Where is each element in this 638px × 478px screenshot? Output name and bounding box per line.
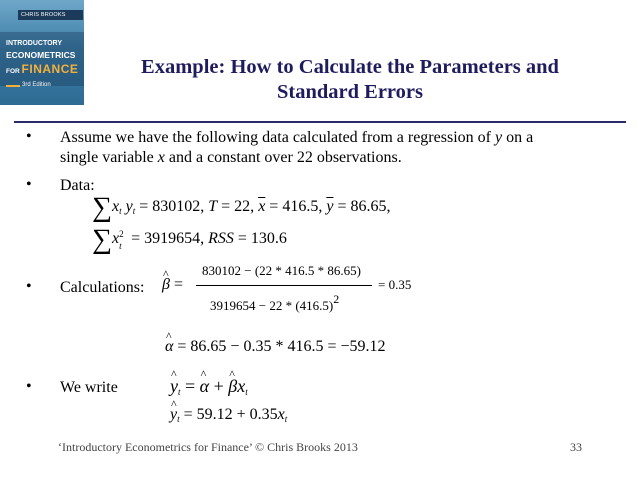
fraction-bar <box>196 285 372 286</box>
cover-title-line3 <box>6 62 78 76</box>
regression-equation-2: ^ $y_t = 59.12 + 0.35x_t$ <box>170 406 287 424</box>
sum-symbol: ∑ <box>92 192 112 223</box>
footer-copyright: ‘Introductory Econometrics for Finance’ © Chris Brooks 2013 <box>58 440 358 454</box>
beta-hat-symbol: ^ β = <box>162 276 183 294</box>
alpha-equation-text: = 86.65 − 0.35 * 416.5 = −59.12 <box>177 338 386 355</box>
alpha-equation: ^ α = 86.65 − 0.35 * 416.5 = −59.12 <box>165 338 386 356</box>
cover-title-line2: ECONOMETRICS <box>6 50 76 60</box>
bullet-data-label: Data: <box>60 177 95 194</box>
eq-text: = 130.6 <box>233 230 287 247</box>
regression-equation-1: ^ $y_t$ = ^ α + ^ $\beta x_t$ <box>170 376 248 397</box>
bullet-text: and a constant over 22 observations. <box>164 149 402 166</box>
bullet-text: on a <box>502 129 534 146</box>
beta-result: = 0.35 <box>378 277 412 292</box>
data-equation-1: $\sum x_t$ $y_t = 830102$, T = 22, $\overline{x} = 416.5$, $\overline{y} = 86.65$, <box>92 192 391 223</box>
cover-finance: FINANCE <box>21 62 79 76</box>
data-equation-2: ∑x 2 t = 3919654, RSS = 130.6 <box>92 224 287 255</box>
slide-title-line2: Standard Errors <box>277 81 423 103</box>
var-y: y <box>494 129 503 146</box>
var-rss: RSS <box>208 230 234 247</box>
page-number: 33 <box>570 440 582 454</box>
sum-symbol: ∑ <box>92 224 112 255</box>
book-cover-image <box>0 0 84 105</box>
bullet-calculations-label: Calculations: <box>60 279 145 296</box>
bullet-we-write-label: We write <box>60 379 118 396</box>
title-divider <box>14 121 626 123</box>
slide-title-line1: Example: How to Calculate the Parameters and <box>141 56 559 78</box>
bullet-marker: • <box>26 378 32 395</box>
var-x: x <box>157 149 165 166</box>
beta-numerator: 830102 − (22 * 416.5 * 86.65) <box>202 263 361 278</box>
denominator-exponent: 2 <box>333 292 340 306</box>
bullet-text: Assume we have the following data calculated from a regression of <box>60 129 495 146</box>
var-ybar: $\overline{y}$ <box>326 198 334 215</box>
eq-text: = <box>180 376 200 396</box>
cover-author: CHRIS BROOKS <box>18 10 83 20</box>
beta-denominator <box>210 292 339 314</box>
slide-title <box>90 55 610 105</box>
bullet-marker: • <box>26 176 32 193</box>
bullet-marker: • <box>26 278 32 295</box>
cover-for: FOR <box>6 68 20 75</box>
cover-edition-bar <box>6 85 20 87</box>
var-T: T <box>208 198 218 215</box>
eq-text: = 86.65, <box>333 198 391 215</box>
bullet-assumption <box>60 128 620 168</box>
denominator-text: 3919654 − 22 * (416.5) <box>210 298 334 313</box>
eq-text: = 59.12 + 0.35 <box>179 406 278 423</box>
cover-title-line1: INTRODUCTORY <box>6 40 62 47</box>
eq-text: = 830102, <box>135 198 209 215</box>
eq-text: = 416.5, <box>265 198 327 215</box>
eq-text: = 22, <box>217 198 259 215</box>
var-xbar: $\overline{x}$ <box>258 198 266 215</box>
bullet-text: single variable <box>60 149 158 166</box>
bullet-marker: • <box>26 128 32 145</box>
eq-text: = 3919654, <box>127 230 209 247</box>
cover-edition: 3rd Edition <box>22 82 51 88</box>
